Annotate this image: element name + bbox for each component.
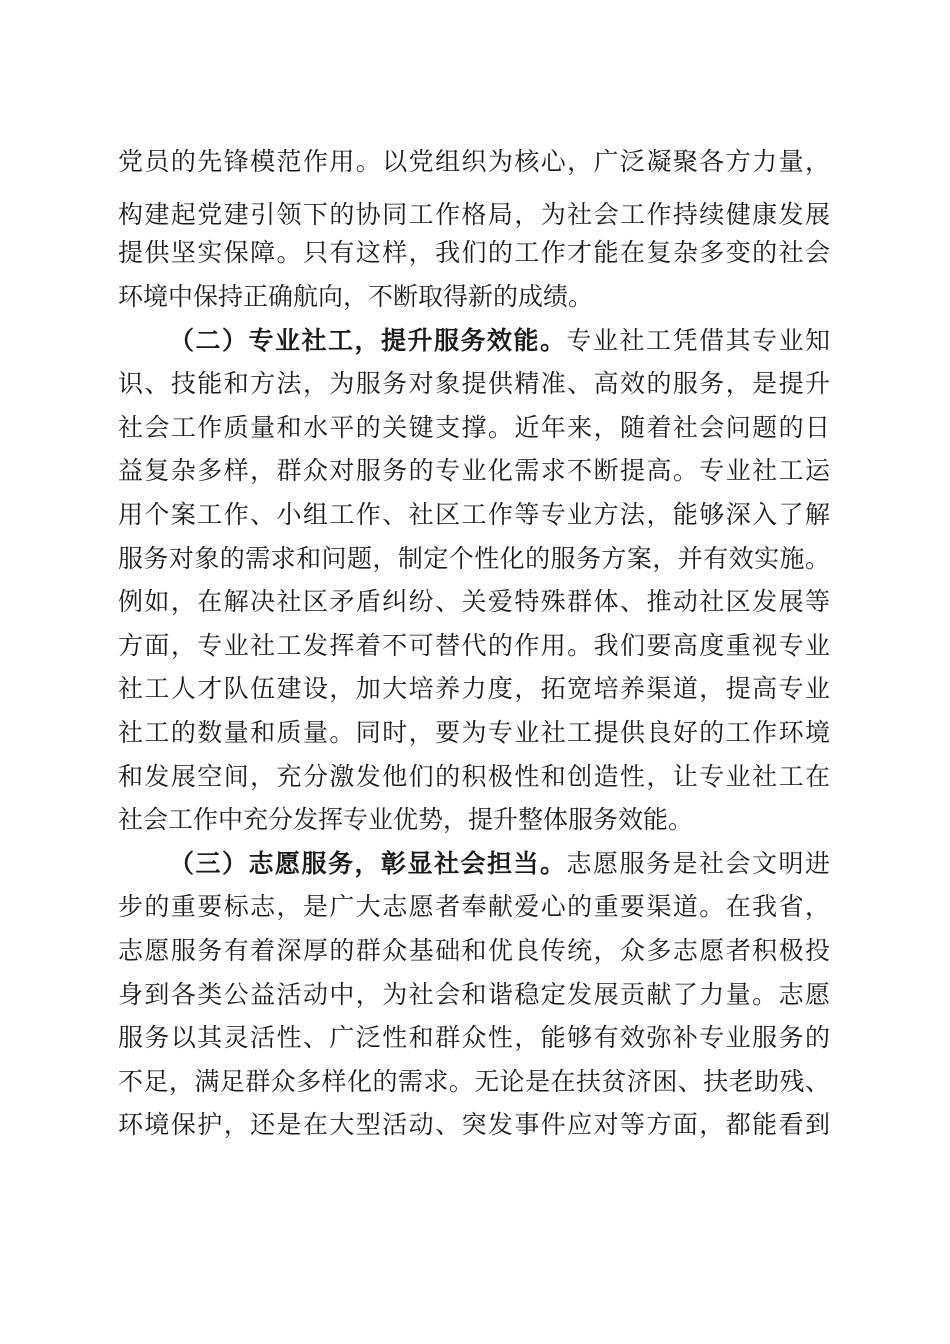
- paragraph2-line-10: 社工的数量和质量。同时，要为专业社工提供良好的工作环境: [118, 718, 830, 747]
- paragraph2-line-9: 社工人才队伍建设，加大培养力度，拓宽培养渠道，提高专业: [118, 674, 830, 703]
- paragraph2-line-12: 社会工作中充分发挥专业优势，提升整体服务效能。: [118, 805, 694, 834]
- paragraph2-line-6: 服务对象的需求和问题，制定个性化的服务方案，并有效实施。: [118, 544, 830, 573]
- paragraph3-line-2: 步的重要标志，是广大志愿者奉献爱心的重要渠道。在我省，: [118, 892, 830, 921]
- paragraph2-first-line-text: 专业社工凭借其专业知: [566, 326, 830, 355]
- paragraph3-line-6: 不足，满足群众多样化的需求。无论是在扶贫济困、扶老助残、: [118, 1067, 830, 1096]
- paragraph2-line-11: 和发展空间，充分激发他们的积极性和创造性，让专业社工在: [118, 762, 830, 791]
- paragraph1-line-1: 党员的先锋模范作用。以党组织为核心，广泛凝聚各方力量，: [118, 147, 830, 176]
- paragraph3-heading: （三）志愿服务，彰显社会担当。: [169, 849, 567, 878]
- paragraph1-line-2: 构建起党建引领下的协同工作格局，为社会工作持续健康发展: [118, 200, 830, 229]
- paragraph3-line-5: 服务以其灵活性、广泛性和群众性，能够有效弥补专业服务的: [118, 1023, 830, 1052]
- paragraph2-line-8: 方面，专业社工发挥着不可替代的作用。我们要高度重视专业: [118, 631, 830, 660]
- paragraph3-line-7: 环境保护，还是在大型活动、突发事件应对等方面，都能看到: [118, 1110, 830, 1139]
- paragraph3-first-line: [169, 849, 830, 879]
- paragraph2-line-2: 识、技能和方法，为服务对象提供精准、高效的服务，是提升: [118, 369, 830, 398]
- paragraph3-first-line-text: 志愿服务是社会文明进: [566, 849, 830, 878]
- paragraph2-line-3: 社会工作质量和水平的关键支撑。近年来，随着社会问题的日: [118, 413, 830, 442]
- paragraph2-line-5: 用个案工作、小组工作、社区工作等专业方法，能够深入了解: [118, 500, 830, 529]
- paragraph3-line-3: 志愿服务有着深厚的群众基础和优良传统，众多志愿者积极投: [118, 936, 830, 965]
- paragraph2-line-7: 例如，在解决社区矛盾纠纷、关爱特殊群体、推动社区发展等: [118, 587, 830, 616]
- paragraph2-heading: （二）专业社工，提升服务效能。: [169, 326, 567, 355]
- paragraph1-line-4: 环境中保持正确航向，不断取得新的成绩。: [118, 282, 594, 311]
- paragraph3-line-4: 身到各类公益活动中，为社会和谐稳定发展贡献了力量。志愿: [118, 980, 830, 1009]
- paragraph2-first-line: [169, 326, 830, 356]
- paragraph2-line-4: 益复杂多样，群众对服务的专业化需求不断提高。专业社工运: [118, 456, 830, 485]
- paragraph1-line-3: 提供坚实保障。只有这样，我们的工作才能在复杂多变的社会: [118, 238, 830, 267]
